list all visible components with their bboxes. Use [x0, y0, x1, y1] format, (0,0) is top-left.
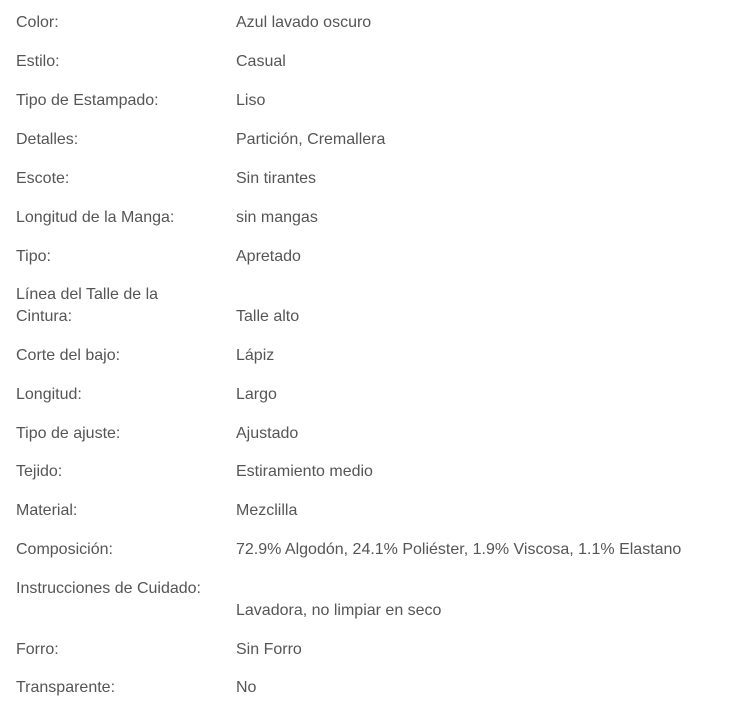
- spec-label: Tipo:: [16, 248, 51, 265]
- spec-label: Longitud:: [16, 386, 82, 403]
- spec-value: Lápiz: [236, 347, 275, 364]
- spec-value: Talle alto: [236, 308, 300, 325]
- spec-value: sin mangas: [236, 209, 318, 226]
- spec-value: Ajustado: [236, 425, 299, 442]
- spec-label: Línea del Talle de la Cintura:: [16, 286, 159, 325]
- spec-value: Lavadora, no limpiar en seco: [236, 602, 442, 619]
- spec-value: Casual: [236, 53, 286, 70]
- spec-value: No: [236, 679, 257, 696]
- spec-label: Tipo de Estampado:: [16, 92, 159, 109]
- spec-label: Transparente:: [16, 679, 116, 696]
- spec-label: Estilo:: [16, 53, 60, 70]
- spec-label: Material:: [16, 502, 78, 519]
- spec-label: Escote:: [16, 170, 70, 187]
- spec-label: Detalles:: [16, 131, 79, 148]
- spec-value: Estiramiento medio: [236, 463, 373, 480]
- spec-label: Longitud de la Manga:: [16, 209, 175, 226]
- spec-value: Sin tirantes: [236, 170, 317, 187]
- spec-value: Azul lavado oscuro: [236, 14, 372, 31]
- spec-value: 72.9% Algodón, 24.1% Poliéster, 1.9% Viscosa, 1.1% Elastano: [236, 541, 682, 558]
- spec-label: Instrucciones de Cuidado:: [16, 580, 201, 597]
- spec-label: Corte del bajo:: [16, 347, 121, 364]
- spec-label: Color:: [16, 14, 59, 31]
- spec-value: Partición, Cremallera: [236, 131, 386, 148]
- spec-label: Composición:: [16, 541, 113, 558]
- spec-value: Mezclilla: [236, 502, 298, 519]
- spec-value: Largo: [236, 386, 277, 403]
- spec-value: Sin Forro: [236, 641, 302, 658]
- spec-label: Forro:: [16, 641, 59, 658]
- spec-label: Tejido:: [16, 463, 63, 480]
- spec-label: Tipo de ajuste:: [16, 425, 121, 442]
- spec-value: Apretado: [236, 248, 301, 265]
- spec-value: Liso: [236, 92, 266, 109]
